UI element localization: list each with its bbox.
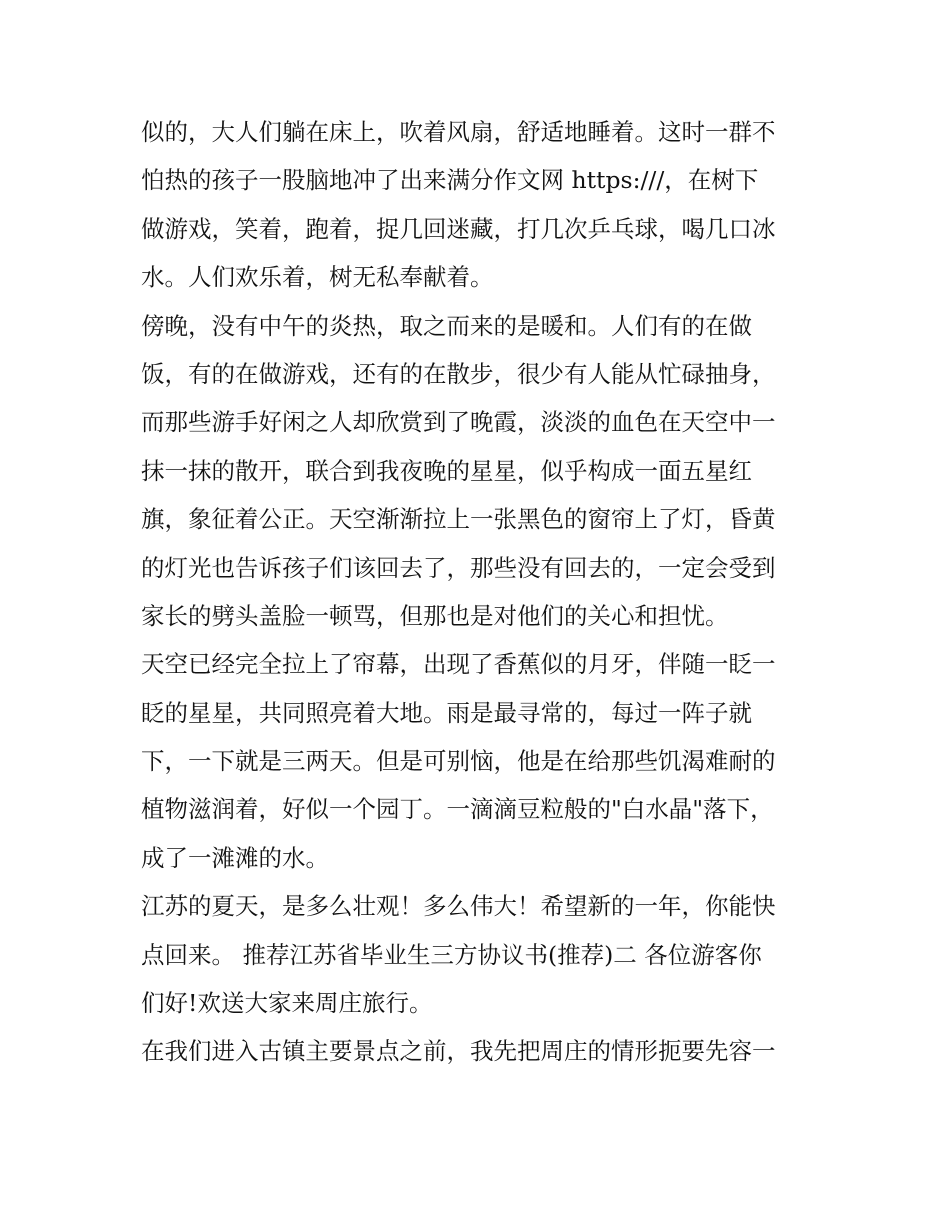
text-line: 抹一抹的散开，联合到我夜晚的星星，似乎构成一面五星红	[141, 456, 752, 485]
text-line: 眨的星星，共同照亮着大地。雨是最寻常的，每过一阵子就	[141, 698, 752, 727]
text-line: 似的，大人们躺在床上，吹着风扇，舒适地睡着。这时一群不	[141, 118, 776, 146]
text-line: 傍晚，没有中午的炎热，取之而来的是暖和。人们有的在做	[141, 311, 752, 340]
text-line: 旗，象征着公正。天空渐渐拉上一张黑色的窗帘上了灯，昏黄	[141, 505, 776, 534]
text-line: 下，一下就是三两天。但是可别恼，他是在给那些饥渴难耐的	[141, 747, 776, 776]
text-line: 们好!欢送大家来周庄旅行。	[141, 989, 433, 1018]
text-line: 天空已经完全拉上了帘幕，出现了香蕉似的月牙，伴随一眨一	[141, 650, 776, 679]
text-line: 而那些游手好闲之人却欣赏到了晚霞，淡淡的血色在天空中一	[141, 408, 776, 437]
text-line: 在我们进入古镇主要景点之前，我先把周庄的情形扼要先容一	[141, 1037, 776, 1066]
text-line: 家长的劈头盖脸一顿骂，但那也是对他们的关心和担忧。	[141, 601, 729, 630]
text-line: 做游戏，笑着，跑着，捉几回迷藏，打几次乒乓球，喝几口冰	[141, 214, 776, 243]
document-body	[141, 108, 813, 1076]
text-line: 怕热的孩子一股脑地冲了出来满分作文网 https:///，在树下	[141, 166, 759, 195]
text-line: 饭，有的在做游戏，还有的在散步，很少有人能从忙碌抽身，	[141, 359, 776, 388]
text-line: 的灯光也告诉孩子们该回去了，那些没有回去的，一定会受到	[141, 553, 776, 582]
text-line: 成了一滩滩的水。	[141, 843, 329, 872]
text-line: 点回来。 推荐江苏省毕业生三方协议书(推荐)二 各位游客你	[141, 940, 762, 969]
text-line: 植物滋润着，好似一个园丁。一滴滴豆粒般的"白水晶"落下，	[141, 795, 774, 824]
text-line: 水。人们欢乐着，树无私奉献着。	[141, 263, 494, 292]
text-line: 江苏的夏天，是多么壮观！多么伟大！希望新的一年，你能快	[141, 892, 776, 921]
